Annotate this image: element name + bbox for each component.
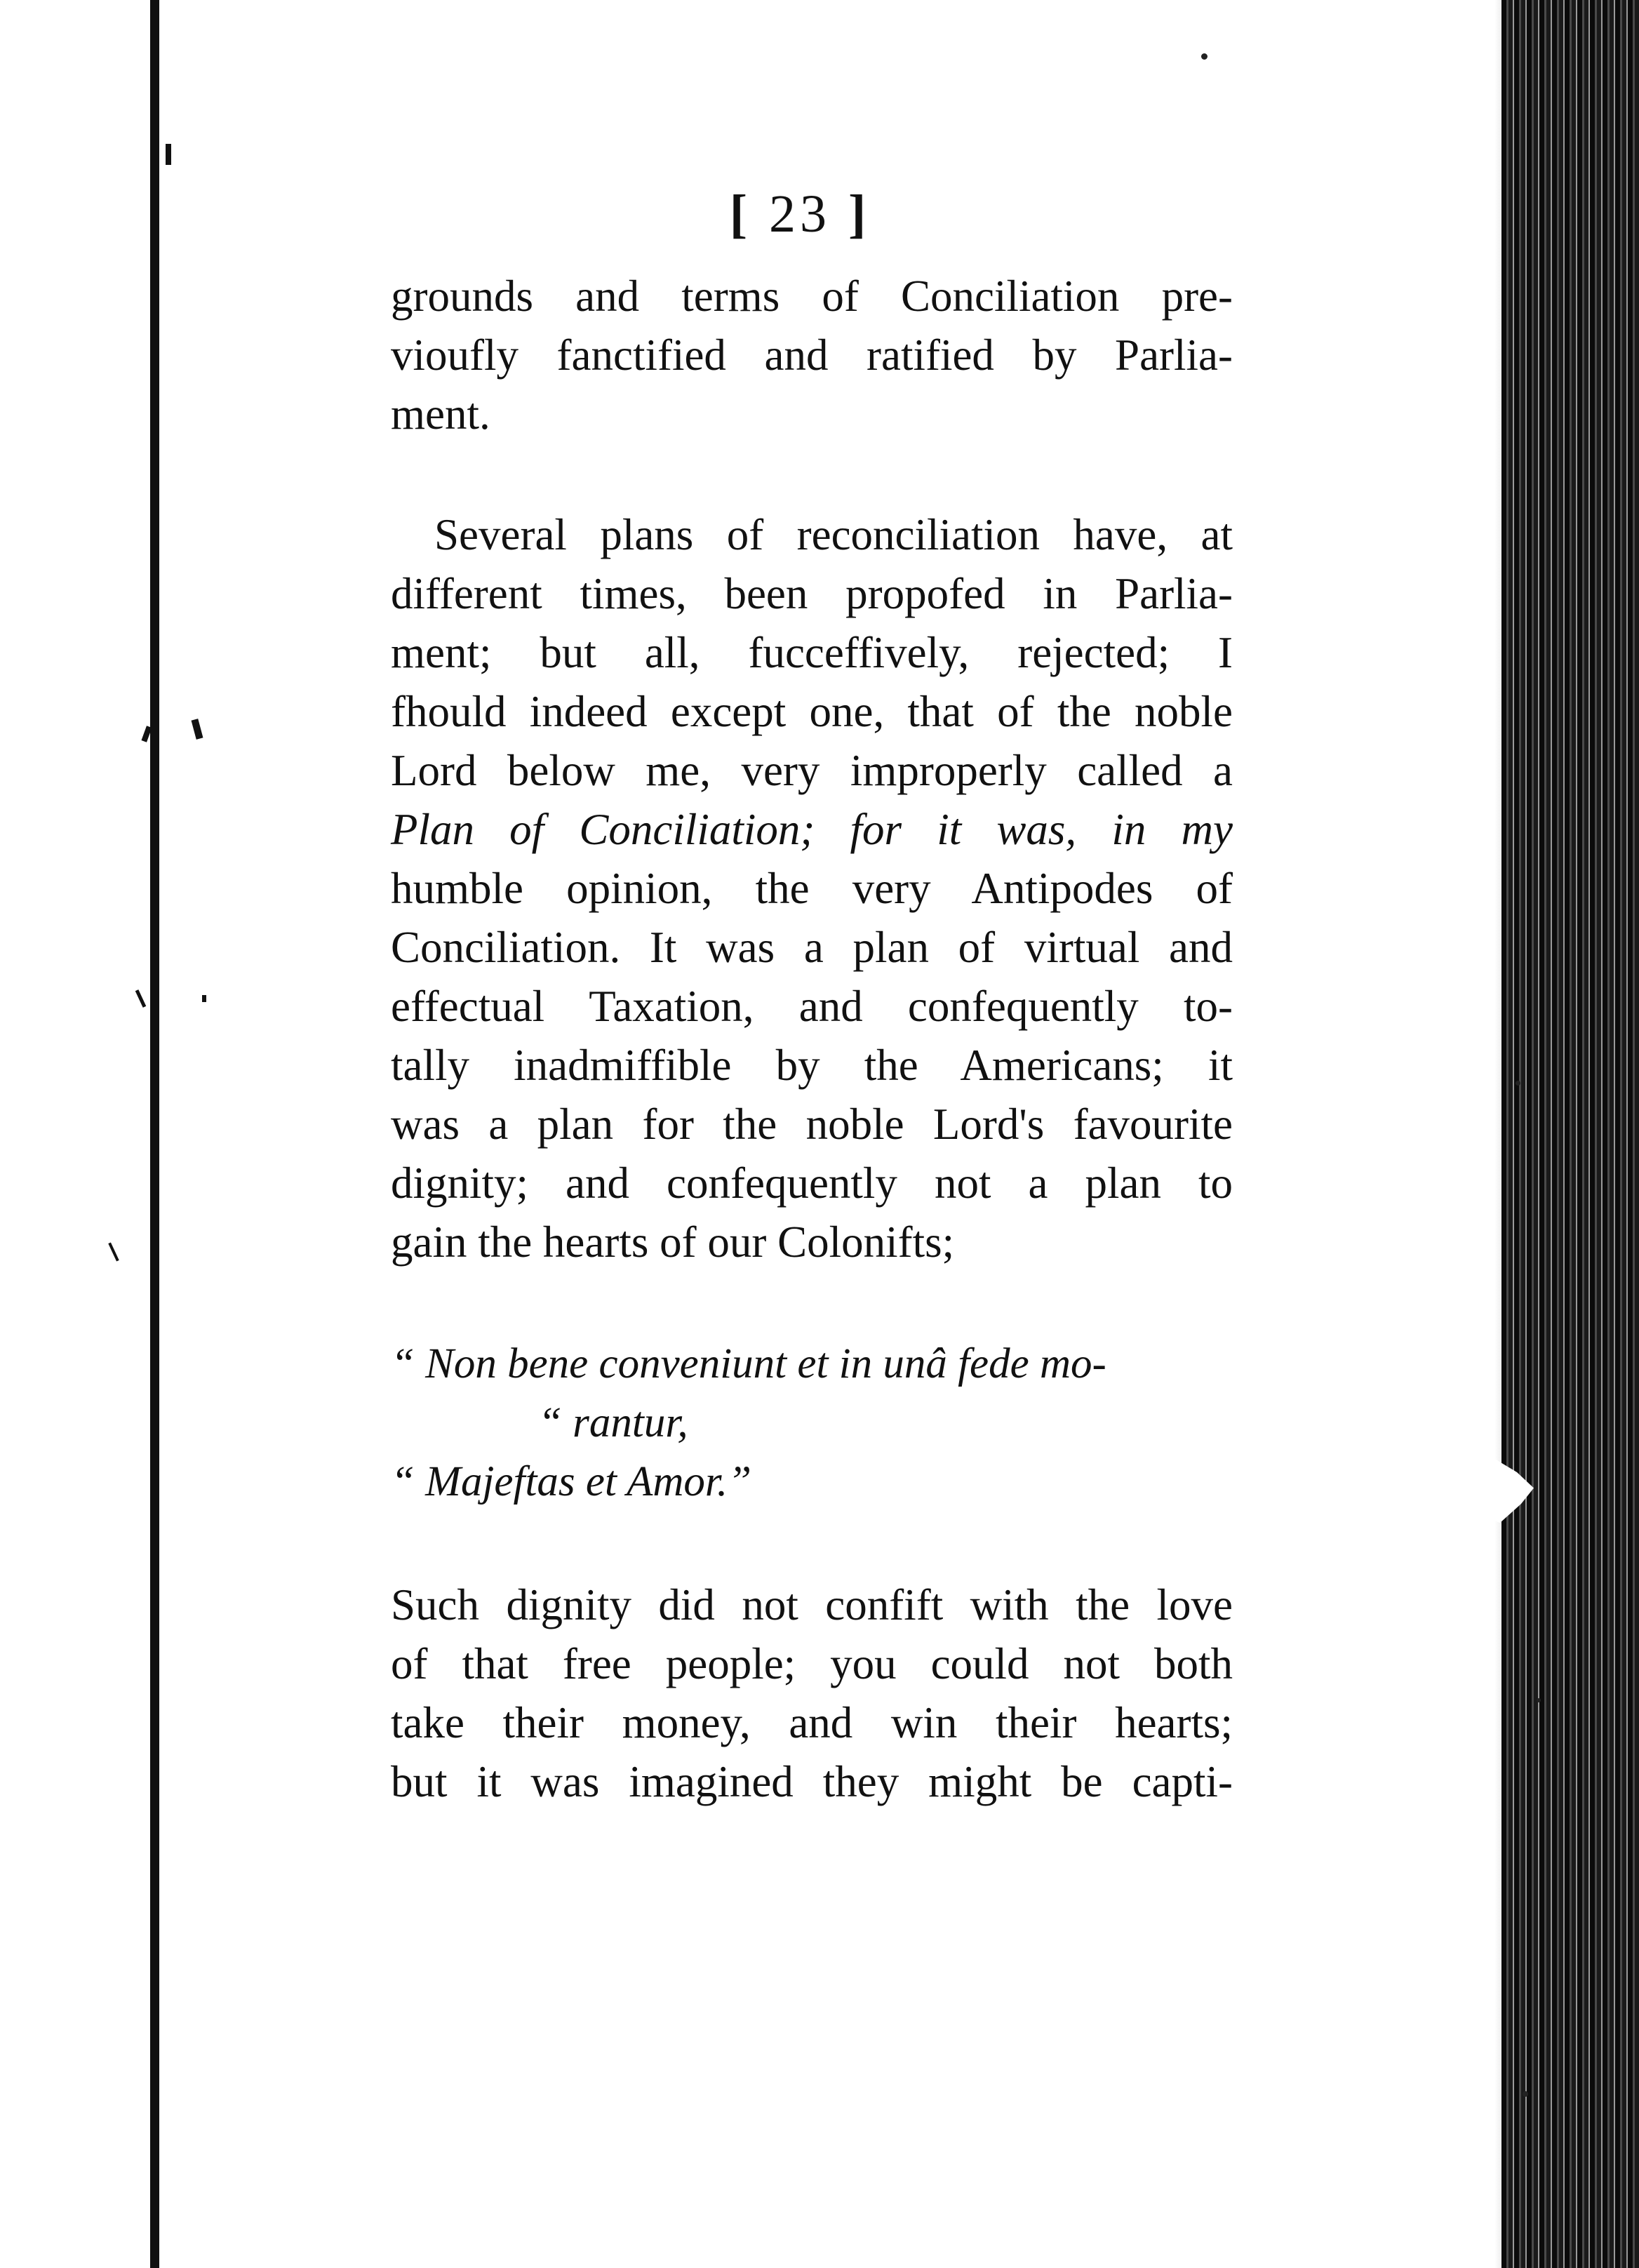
text-line: tally inadmiffible by the Americans; it [391, 1041, 1233, 1090]
speck [1537, 1698, 1541, 1702]
text-line: different times, been propofed in Parlia- [391, 569, 1233, 618]
text-line: gain the hearts of our Colonifts; [391, 1218, 955, 1267]
folio-bracket-close: ] [848, 185, 871, 244]
verse-line: “ Non bene conveniunt et in unâ fede mo- [391, 1340, 1106, 1387]
text-line: was a plan for the noble Lord's favourite [391, 1100, 1233, 1149]
text-line: ment; but all, fucceffively, rejected; I [391, 628, 1233, 677]
text-line: Plan of Conciliation; for it was, in my [391, 805, 1233, 854]
gutter-mark [166, 144, 171, 165]
text-line: Conciliation. It was a plan of virtual and [391, 923, 1233, 972]
gutter-mark [192, 719, 203, 740]
text-line: fhould indeed except one, that of the noble [391, 687, 1233, 736]
text-line: of that free people; you could not both [391, 1639, 1233, 1688]
text-line: humble opinion, the very Antipodes of [391, 864, 1233, 913]
text-line: vioufly fanctified and ratified by Parlia- [391, 331, 1233, 380]
folio-number: 23 [769, 185, 831, 244]
latin-quotation [391, 1335, 1240, 1512]
folio-bracket-open: [ [729, 185, 751, 244]
page-number [695, 184, 905, 245]
verse-line: “ Majeftas et Amor.” [391, 1458, 752, 1505]
text-line: Lord below me, very improperly called a [391, 746, 1233, 795]
paragraph-3 [391, 1575, 1233, 1811]
gutter-mark [108, 1242, 119, 1261]
paragraph-2 [391, 505, 1233, 1272]
speck [1523, 2091, 1528, 2097]
text-line: effectual Taxation, and confequently to- [391, 982, 1233, 1031]
text-line: grounds and terms of Conciliation pre- [391, 272, 1233, 321]
book-page-edge [1501, 0, 1639, 2268]
verse-line: “ rantur, [538, 1399, 688, 1446]
binding-gutter-line [150, 0, 159, 2268]
gutter-mark [202, 995, 206, 1002]
text-line: ment. [391, 389, 490, 439]
text-line: dignity; and confequently not a plan to [391, 1159, 1233, 1208]
text-line: Such dignity did not confift with the love [391, 1580, 1233, 1629]
gutter-mark [135, 989, 147, 1008]
speck [1201, 53, 1207, 60]
paragraph-1 [391, 267, 1233, 443]
text-line: take their money, and win their hearts; [391, 1698, 1233, 1747]
text-line: Several plans of reconciliation have, at [434, 510, 1233, 559]
text-line: but it was imagined they might be capti- [391, 1757, 1233, 1806]
speck [1516, 1081, 1520, 1086]
